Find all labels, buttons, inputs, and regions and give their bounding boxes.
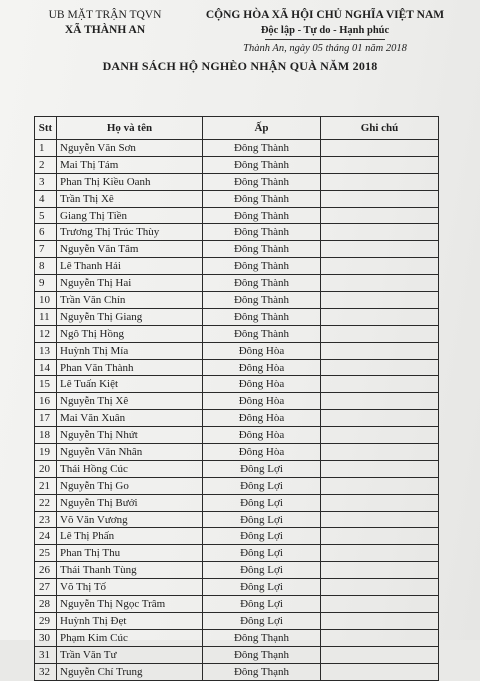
row-stt: 31 [35, 646, 57, 663]
row-name: Lê Tuấn Kiệt [57, 376, 203, 393]
issuer-org: UB MẶT TRẬN TQVN [48, 9, 162, 21]
table-row [35, 460, 439, 477]
table-row [35, 173, 439, 190]
row-hamlet: Đông Hòa [203, 444, 321, 461]
row-name: Thái Thanh Tùng [57, 562, 203, 579]
row-name: Nguyễn Thị Bưởi [57, 494, 203, 511]
table-row [35, 545, 439, 562]
row-name: Nguyễn Chí Trung [57, 663, 203, 680]
table-row [35, 258, 439, 275]
row-stt: 15 [35, 376, 57, 393]
row-hamlet: Đông Thành [203, 156, 321, 173]
table-header-row [35, 117, 439, 140]
row-note [321, 596, 439, 613]
issuer-commune: XÃ THÀNH AN [64, 24, 146, 36]
row-name: Lê Thanh Hải [57, 258, 203, 275]
row-note [321, 545, 439, 562]
row-hamlet: Đông Thạnh [203, 663, 321, 680]
table-row [35, 292, 439, 309]
row-hamlet: Đông Lợi [203, 545, 321, 562]
row-name: Nguyễn Thị Giang [57, 308, 203, 325]
row-stt: 19 [35, 444, 57, 461]
row-note [321, 156, 439, 173]
row-stt: 28 [35, 596, 57, 613]
row-hamlet: Đông Hòa [203, 376, 321, 393]
row-note [321, 410, 439, 427]
row-stt: 5 [35, 207, 57, 224]
row-note [321, 359, 439, 376]
document-date: Thành An, ngày 05 tháng 01 năm 2018 [243, 43, 407, 54]
row-hamlet: Đông Thành [203, 140, 321, 157]
row-note [321, 292, 439, 309]
row-note [321, 477, 439, 494]
row-hamlet: Đông Lợi [203, 511, 321, 528]
row-hamlet: Đông Thành [203, 258, 321, 275]
row-name: Huỳnh Thị Đẹt [57, 612, 203, 629]
row-hamlet: Đông Thành [203, 241, 321, 258]
row-note [321, 629, 439, 646]
table-row [35, 156, 439, 173]
row-name: Giang Thị Tiền [57, 207, 203, 224]
row-stt: 3 [35, 173, 57, 190]
row-note [321, 427, 439, 444]
row-note [321, 190, 439, 207]
table-row [35, 376, 439, 393]
national-heading [190, 8, 460, 40]
nation-name: CỘNG HÒA XÃ HỘI CHỦ NGHĨA VIỆT NAM [205, 9, 445, 21]
row-note [321, 444, 439, 461]
row-name: Phan Thị Thu [57, 545, 203, 562]
row-note [321, 241, 439, 258]
table-row [35, 275, 439, 292]
row-name: Thái Hồng Cúc [57, 460, 203, 477]
row-name: Trần Thị Xê [57, 190, 203, 207]
row-stt: 22 [35, 494, 57, 511]
row-note [321, 646, 439, 663]
issuer-block [30, 8, 180, 38]
row-note [321, 393, 439, 410]
row-hamlet: Đông Lợi [203, 477, 321, 494]
row-hamlet: Đông Thạnh [203, 629, 321, 646]
row-stt: 7 [35, 241, 57, 258]
table-row [35, 528, 439, 545]
table-row [35, 444, 439, 461]
row-note [321, 275, 439, 292]
table-row [35, 308, 439, 325]
row-name: Huỳnh Thị Mía [57, 342, 203, 359]
row-stt: 6 [35, 224, 57, 241]
document-title: DANH SÁCH HỘ NGHÈO NHẬN QUÀ NĂM 2018 [102, 59, 378, 73]
table-row [35, 596, 439, 613]
row-hamlet: Đông Hòa [203, 427, 321, 444]
table-row [35, 629, 439, 646]
row-name: Trương Thị Trúc Thùy [57, 224, 203, 241]
row-stt: 12 [35, 325, 57, 342]
table-row [35, 393, 439, 410]
row-note [321, 140, 439, 157]
row-stt: 11 [35, 308, 57, 325]
row-stt: 16 [35, 393, 57, 410]
header-stt: Stt [35, 117, 57, 140]
table-row [35, 663, 439, 680]
table-row [35, 140, 439, 157]
row-name: Phạm Kim Cúc [57, 629, 203, 646]
table-row [35, 477, 439, 494]
row-hamlet: Đông Lợi [203, 460, 321, 477]
row-note [321, 494, 439, 511]
row-hamlet: Đông Hòa [203, 342, 321, 359]
row-name: Nguyễn Văn Nhân [57, 444, 203, 461]
row-name: Phan Thị Kiều Oanh [57, 173, 203, 190]
row-stt: 21 [35, 477, 57, 494]
row-name: Nguyễn Thị Ngọc Trâm [57, 596, 203, 613]
recipients-table [34, 116, 439, 681]
row-stt: 10 [35, 292, 57, 309]
row-stt: 4 [35, 190, 57, 207]
row-stt: 2 [35, 156, 57, 173]
table-row [35, 224, 439, 241]
row-note [321, 308, 439, 325]
table-row [35, 190, 439, 207]
row-note [321, 376, 439, 393]
header-name: Họ và tên [57, 117, 203, 140]
row-name: Ngô Thị Hồng [57, 325, 203, 342]
row-note [321, 612, 439, 629]
table-row [35, 579, 439, 596]
row-note [321, 325, 439, 342]
row-name: Phan Văn Thành [57, 359, 203, 376]
row-hamlet: Đông Thành [203, 308, 321, 325]
national-motto: Độc lập - Tự do - Hạnh phúc [260, 25, 390, 36]
row-note [321, 173, 439, 190]
table-row [35, 241, 439, 258]
row-stt: 32 [35, 663, 57, 680]
row-name: Mai Thị Tám [57, 156, 203, 173]
row-stt: 26 [35, 562, 57, 579]
row-hamlet: Đông Thành [203, 275, 321, 292]
row-name: Mai Văn Xuân [57, 410, 203, 427]
row-name: Nguyễn Thị Go [57, 477, 203, 494]
row-name: Trần Văn Chín [57, 292, 203, 309]
table-row [35, 612, 439, 629]
row-hamlet: Đông Hòa [203, 393, 321, 410]
header-hamlet: Ấp [203, 117, 321, 140]
row-hamlet: Đông Thành [203, 190, 321, 207]
row-hamlet: Đông Lợi [203, 579, 321, 596]
table-row [35, 342, 439, 359]
table-row [35, 511, 439, 528]
row-stt: 1 [35, 140, 57, 157]
row-note [321, 663, 439, 680]
row-hamlet: Đông Thành [203, 173, 321, 190]
row-stt: 13 [35, 342, 57, 359]
row-hamlet: Đông Thạnh [203, 646, 321, 663]
row-note [321, 528, 439, 545]
row-name: Nguyễn Văn Tâm [57, 241, 203, 258]
row-stt: 20 [35, 460, 57, 477]
row-stt: 14 [35, 359, 57, 376]
row-name: Lê Thị Phấn [57, 528, 203, 545]
row-note [321, 460, 439, 477]
row-note [321, 579, 439, 596]
row-hamlet: Đông Lợi [203, 528, 321, 545]
row-hamlet: Đông Thành [203, 207, 321, 224]
row-note [321, 224, 439, 241]
table-row [35, 562, 439, 579]
row-hamlet: Đông Lợi [203, 596, 321, 613]
row-stt: 8 [35, 258, 57, 275]
row-name: Võ Thị Tố [57, 579, 203, 596]
row-name: Trần Văn Tư [57, 646, 203, 663]
row-name: Nguyễn Văn Sơn [57, 140, 203, 157]
table-body [35, 140, 439, 681]
table-row [35, 359, 439, 376]
row-name: Nguyễn Thị Nhứt [57, 427, 203, 444]
header-note: Ghi chú [321, 117, 439, 140]
row-hamlet: Đông Thành [203, 224, 321, 241]
table-row [35, 325, 439, 342]
table-row [35, 427, 439, 444]
row-note [321, 207, 439, 224]
row-hamlet: Đông Hòa [203, 410, 321, 427]
row-hamlet: Đông Thành [203, 325, 321, 342]
row-stt: 25 [35, 545, 57, 562]
row-hamlet: Đông Thành [203, 292, 321, 309]
row-note [321, 511, 439, 528]
row-note [321, 562, 439, 579]
row-name: Võ Văn Vương [57, 511, 203, 528]
table-row [35, 410, 439, 427]
table-row [35, 207, 439, 224]
motto-underline [265, 39, 385, 40]
row-stt: 18 [35, 427, 57, 444]
row-hamlet: Đông Lợi [203, 612, 321, 629]
row-hamlet: Đông Lợi [203, 494, 321, 511]
row-stt: 27 [35, 579, 57, 596]
row-note [321, 342, 439, 359]
row-stt: 17 [35, 410, 57, 427]
row-stt: 23 [35, 511, 57, 528]
table-row [35, 494, 439, 511]
row-hamlet: Đông Lợi [203, 562, 321, 579]
row-stt: 30 [35, 629, 57, 646]
row-note [321, 258, 439, 275]
row-stt: 9 [35, 275, 57, 292]
row-stt: 29 [35, 612, 57, 629]
row-name: Nguyễn Thị Xê [57, 393, 203, 410]
table-row [35, 646, 439, 663]
row-stt: 24 [35, 528, 57, 545]
row-name: Nguyễn Thị Hai [57, 275, 203, 292]
row-hamlet: Đông Hòa [203, 359, 321, 376]
